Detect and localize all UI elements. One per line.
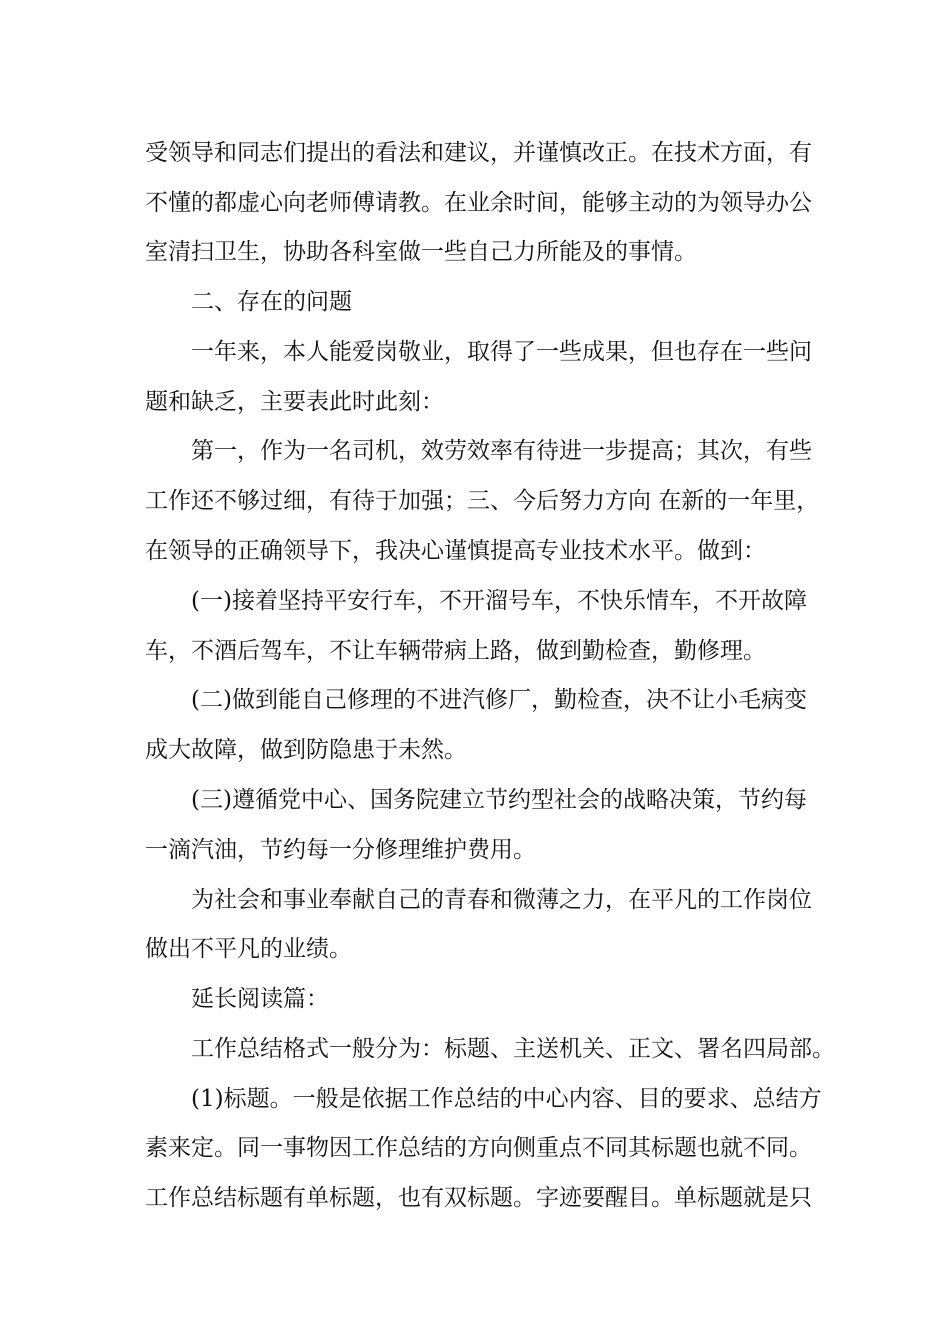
- text-line: 室清扫卫生，协助各科室做一些自己力所能及的事情。: [145, 239, 697, 265]
- text-line: 为社会和事业奉献自己的青春和微薄之力，在平凡的工作岗位: [191, 887, 812, 913]
- text-line: 在领导的正确领导下，我决心谨慎提高专业技术水平。做到：: [145, 538, 766, 564]
- text-line: 做出不平凡的业绩。: [145, 936, 352, 962]
- text-line: (三)遵循党中心、国务院建立节约型社会的战略决策，节约每: [191, 787, 807, 813]
- text-line: 受领导和同志们提出的看法和建议，并谨慎改正。在技术方面，有: [145, 140, 812, 166]
- text-line: 工作总结标题有单标题，也有双标题。字迹要醒目。单标题就是只: [145, 1185, 812, 1211]
- text-line: 成大故障，做到防隐患于未然。: [145, 737, 467, 763]
- text-line: 不懂的都虚心向老师傅请教。在业余时间，能够主动的为领导办公: [145, 190, 812, 216]
- section-heading: 二、存在的问题: [191, 289, 352, 315]
- text-line: 车，不酒后驾车，不让车辆带病上路，做到勤检查，勤修理。: [145, 638, 766, 664]
- text-line: 素来定。同一事物因工作总结的方向侧重点不同其标题也就不同。: [145, 1135, 812, 1161]
- text-line: 一年来，本人能爱岗敬业，取得了一些成果，但也存在一些问: [191, 339, 812, 365]
- text-line: 题和缺乏，主要表此时此刻：: [145, 389, 444, 415]
- text-line: 工作总结格式一般分为：标题、主送机关、正文、署名四局部。: [191, 1036, 835, 1062]
- text-line: (一)接着坚持平安行车，不开溜号车，不快乐情车，不开故障: [191, 588, 807, 614]
- text-line: (二)做到能自己修理的不进汽修厂，勤检查，决不让小毛病变: [191, 687, 807, 713]
- text-line: 工作还不够过细，有待于加强；三、今后努力方向 在新的一年里，: [145, 488, 820, 514]
- section-heading: 延长阅读篇：: [191, 986, 329, 1012]
- text-line: 一滴汽油，节约每一分修理维护费用。: [145, 837, 536, 863]
- text-line: (1)标题。一般是依据工作总结的中心内容、目的要求、总结方: [191, 1086, 822, 1112]
- text-line: 第一，作为一名司机，效劳效率有待进一步提高；其次，有些: [191, 438, 812, 464]
